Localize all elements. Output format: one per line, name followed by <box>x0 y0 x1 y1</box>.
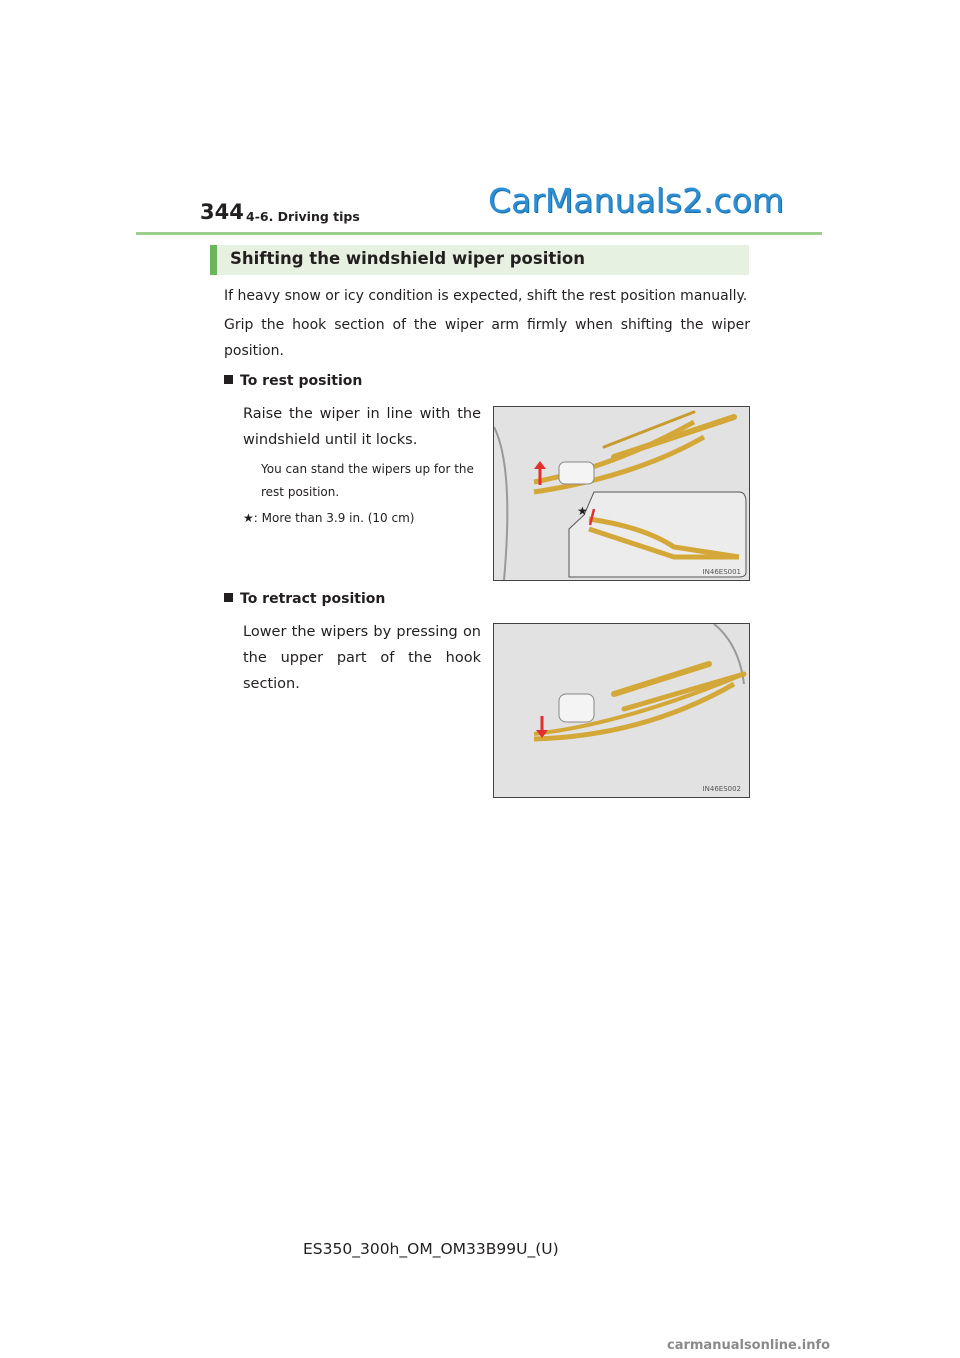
wiper-lower-drawing <box>494 624 749 797</box>
header-rule <box>136 232 822 235</box>
document-code-footer: ES350_300h_OM_OM33B99U_(U) <box>303 1240 559 1258</box>
star-footnote <box>243 511 414 525</box>
square-bullet-icon <box>224 375 233 384</box>
page-number: 344 <box>200 200 244 224</box>
bottom-watermark[interactable]: carmanualsonline.info <box>667 1338 831 1353</box>
wiper-raise-drawing <box>494 407 749 580</box>
retract-position-illustration <box>493 623 750 798</box>
retract-position-heading <box>224 591 385 607</box>
illustration-code: IN46ES002 <box>702 785 741 793</box>
retract-position-instructions: Lower the wipers by pressing on the upper part of the hook section. <box>243 624 481 692</box>
rest-position-instructions: Raise the wiper in line with the windshield until it locks. <box>243 406 481 448</box>
rest-position-title: To rest position <box>240 373 363 389</box>
section-heading: Shifting the windshield wiper position <box>230 249 585 268</box>
intro-paragraph-1: If heavy snow or icy condition is expected, shift the rest position manually. <box>224 288 748 304</box>
retract-position-title: To retract position <box>240 591 386 607</box>
intro-paragraph-2: Grip the hook section of the wiper arm firmly when shifting the wiper position. <box>224 317 750 359</box>
square-bullet-icon <box>224 593 233 602</box>
star-footnote-text: : More than 3.9 in. (10 cm) <box>253 511 415 525</box>
illustration-code: IN46ES001 <box>702 568 741 576</box>
rest-position-note: You can stand the wipers up for the rest position. <box>261 462 474 499</box>
rest-position-heading <box>224 373 362 389</box>
svg-text:★: ★ <box>577 504 588 518</box>
site-watermark[interactable]: CarManuals2.com <box>488 181 784 220</box>
rest-position-illustration <box>493 406 750 581</box>
star-icon: ★ <box>243 511 254 525</box>
section-heading-box <box>210 245 749 275</box>
section-reference: 4-6. Driving tips <box>246 209 360 224</box>
